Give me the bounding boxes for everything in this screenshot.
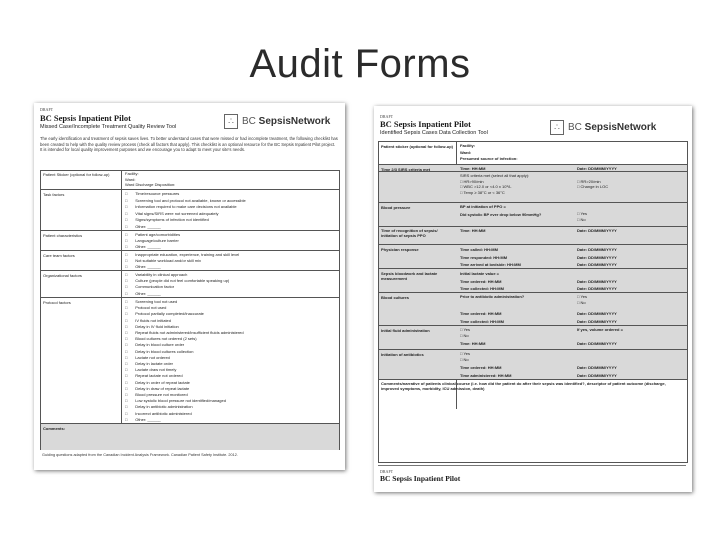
checkbox-item[interactable]: □ No (577, 300, 586, 305)
checkbox-item[interactable]: □ Variability in clinical approach (125, 272, 188, 277)
data-collection-table (378, 141, 688, 463)
fluid-time-field[interactable]: Time: HH:MM (460, 341, 486, 346)
time-collected-field[interactable]: Time collected: HH:MM (460, 318, 504, 324)
time-collected-field[interactable]: Time collected: HH:MM (460, 286, 504, 291)
checkbox-item[interactable]: □ Temp ≥ 38°C or < 36°C (460, 189, 505, 195)
checkbox-item[interactable]: □ Screening tool and protocol not available, known or accessible (125, 197, 246, 203)
checkbox-item[interactable]: □ Patient age/comorbidities (125, 232, 181, 237)
fluid-date-field[interactable]: Date: DD/MMM/YYYY (577, 341, 617, 346)
date-field[interactable]: Date: DD/MMM/YYYY (577, 262, 617, 267)
checkbox-item[interactable]: □ Protocol not used (125, 305, 167, 311)
slide-title: Audit Forms (249, 42, 471, 86)
date-field[interactable]: Date: DD/MMM/YYYY (577, 372, 617, 378)
checkbox-item[interactable]: □ Yes (577, 294, 587, 299)
antibiotics-row: Initiation of antibiotics □ Yes □ No Time ordered: HH:MM Time administered: HH:MM Date: DD/MMM/YYYY Date: DD/MMM/YYYY (379, 349, 687, 380)
bp-initiation-field[interactable]: BP at initiation of PPO = (460, 204, 506, 209)
checkbox-item[interactable]: □ Repeat fluids not administered/insufficient fluids administered (125, 330, 244, 336)
draft-label: DRAFT (40, 107, 54, 112)
checkbox-item[interactable]: □ Yes (460, 351, 470, 356)
sirs-criteria-row: Time 2/3 SIRS criteria met Time: HH:MM Date: DD/MMM/YYYY (379, 164, 687, 203)
checkbox-item[interactable]: □ Other: ______ (125, 244, 161, 250)
date-field[interactable]: Date: DD/MMM/YYYY (577, 278, 617, 284)
checkbox-item[interactable]: □ Other: ______ (125, 416, 161, 422)
checkbox-item[interactable]: □ Blood pressure not monitored (125, 392, 188, 398)
comments-row[interactable]: Comments: (41, 423, 339, 450)
checkbox-item[interactable]: □ Screening tool not used (125, 299, 178, 304)
volume-ordered-field[interactable]: If yes, volume ordered = (577, 327, 623, 332)
checkbox-item[interactable]: □ RR>20/min (577, 178, 601, 184)
checkbox-item[interactable]: □ Change in LOC (577, 184, 609, 190)
checkbox-item[interactable]: □ Delay in blood cultures collection (125, 348, 194, 354)
intro-paragraph: The early identification and treatment of sepsis saves lives. To better understand cases that were missed or had incomplete treatment, the following checklist has been created to help with the quality review process (check all factors that apply). This checklist is an optional resource for the BC Sepsis Inpatient Pilot project. It is intended for local quality improvement purposes and we encourage you to adapt to meet your site's needs. (40, 136, 338, 153)
time-ordered-field[interactable]: Time ordered: HH:MM (460, 278, 502, 284)
date-field[interactable]: Date: DD/MMM/YYYY (577, 365, 617, 370)
checkbox-item[interactable]: □ Other: ______ (125, 223, 161, 229)
checkbox-item[interactable]: □ Delay in blood culture order (125, 342, 185, 348)
bc-sepsis-network-logo: ∴ BC SepsisNetwork (550, 120, 656, 135)
sirs-checklist: SIRS criteria met (select all that apply): □ HR>90/min □ WBC >12.0 or <4.0 x 10⁹/L □ Temp ≥ 38°C or < 36°C (460, 173, 530, 195)
logo-mark-icon: ∴ (550, 120, 564, 135)
date-field[interactable]: Date: DD/MMM/YYYY (577, 286, 617, 291)
checkbox-item[interactable]: □ WBC >12.0 or <4.0 x 10⁹/L (460, 184, 512, 190)
checkbox-item[interactable]: □ Lactate draw not timely (125, 367, 177, 373)
checkbox-item[interactable]: □ Vital signs/SIRS were not screened adequately (125, 210, 219, 216)
sepsis-data-collection-form (374, 106, 692, 492)
checkbox-item[interactable]: □ Protocol partially completed/inaccurate (125, 311, 204, 317)
checkbox-item[interactable]: □ Other: ______ (125, 290, 161, 296)
time-arrived-field[interactable]: Time arrived at bedside: HH:MM (460, 262, 521, 267)
checkbox-item[interactable]: □ Delay in lactate order (125, 361, 173, 367)
patient-characteristics-row: Patient characteristics □ Patient age/comorbidities □ Language/culture barrier □ Other: ______ (41, 230, 339, 251)
physician-response-row: Physician response Time called: HH:MM Time responded: HH:MM Time arrived at bedside: HH:MM Date: DD/MMM/YYYY Date: DD/MMM/YYYY Date: DD/MMM/YYYY (379, 244, 687, 269)
date-field[interactable]: Date: DD/MMM/YYYY (577, 318, 617, 324)
checkbox-item[interactable]: □ Yes (460, 327, 470, 332)
checkbox-item[interactable]: □ Culture (people did not feel comfortable speaking up) (125, 278, 230, 284)
checkbox-item[interactable]: □ Signs/symptoms of infection not identified (125, 217, 209, 222)
checkbox-item[interactable]: □ Low systolic blood pressure not identified/managed (125, 398, 226, 404)
checkbox-item[interactable]: □ Delay in antibiotic administration (125, 404, 193, 410)
bc-sepsis-network-logo: ∴ BC SepsisNetwork (224, 114, 330, 129)
draft-label: DRAFT (380, 114, 394, 119)
time-called-field[interactable]: Time called: HH:MM (460, 247, 498, 252)
checkbox-item[interactable]: □ Delay in IV fluid initiation (125, 323, 179, 329)
review-checklist-table (40, 170, 340, 450)
time-administered-field[interactable]: Time administered: HH:MM (460, 372, 512, 378)
checkbox-item[interactable]: □ Inappropriate education, experience, training and skill level (125, 252, 240, 257)
time-ordered-field[interactable]: Time ordered: HH:MM (460, 311, 502, 316)
checkbox-item[interactable]: □ Lactate not ordered (125, 354, 170, 360)
checkbox-item[interactable]: □ No (577, 217, 586, 222)
blood-cultures-row: Blood cultures Prior to antibiotic administration? □ Yes □ No Time ordered: HH:MM Time collected: HH:MM Date: DD/MMM/YYYY Date: DD/MMM/YYYY (379, 292, 687, 326)
missed-case-review-form (34, 103, 345, 470)
task-factors-row: Task factors □ Time/resource pressures □ Screening tool and protocol not available, known or accessible □ Information required to make care decisions not available □ Vital signs/SIRS were not screened adequately □ Signs/symptoms of infection not identified □ Other: ______ (41, 189, 339, 231)
blood-pressure-row: Blood pressure BP at initiation of PPO = Did systolic BP ever drop below 90mmHg? □ Yes □ No (379, 202, 687, 227)
sirs-time-field[interactable]: Time: HH:MM (460, 166, 486, 171)
form-title: BC Sepsis Inpatient Pilot (380, 119, 471, 129)
checkbox-item[interactable]: □ Yes (577, 211, 587, 216)
recognition-time-field[interactable]: Time: HH:MM (460, 228, 486, 233)
organizational-factors-row: Organizational factors □ Variability in clinical approach □ Culture (people did not feel comfortable speaking up) □ Communication factor □ Other: ______ (41, 270, 339, 298)
footer-draft-label: DRAFT (380, 469, 394, 474)
date-field[interactable]: Date: DD/MMM/YYYY (577, 247, 617, 252)
checkbox-item[interactable]: □ Time/resource pressures (125, 191, 180, 196)
checkbox-item[interactable]: □ Language/culture barrier (125, 238, 179, 244)
checkbox-item[interactable]: □ No (460, 333, 469, 338)
form-title: BC Sepsis Inpatient Pilot (40, 113, 131, 123)
patient-sticker-row: Patient sticker (optional for follow-up) Facility: Ward: Presumed source of infection: (381, 143, 518, 161)
checkbox-item[interactable]: □ No (460, 357, 469, 362)
checkbox-item[interactable]: □ Not suitable workload and/or skill mix (125, 258, 202, 264)
checkbox-item[interactable]: □ Delay in order of repeat lactate (125, 379, 190, 385)
time-responded-field[interactable]: Time responded: HH:MM (460, 254, 508, 260)
care-team-factors-row: Care team factors □ Inappropriate education, experience, training and skill level □ Not suitable workload and/or skill mix □ Other: ______ (41, 250, 339, 271)
protocol-factors-row: Protocol factors □ Screening tool not used □ Protocol not used □ Protocol partially completed/inaccurate □ IV fluids not initiated □ Delay in IV fluid initiation □ Repeat fluids not administered/insufficient fluids administered □ Blood cultures not ordered (2 sets) □ Delay in blood culture order □ Delay in blood cultures collection □ Lactate not ordered □ Delay in lactate order □ Lactate draw not timely □ Repeat lactate not ordered □ Delay in order of repeat lactate □ Delay in draw of repeat lactate □ Blood pressure not monitored □ Low systolic blood pressure not identified/managed □ Delay in antibiotic administration □ Incorrect antibiotic administered □ Other: ______ (41, 297, 339, 424)
checkbox-item[interactable]: □ Information required to make care decisions not available (125, 204, 237, 209)
checkbox-item[interactable]: □ Blood cultures not ordered (2 sets) (125, 336, 197, 342)
checkbox-item[interactable]: □ IV fluids not initiated (125, 317, 172, 323)
time-ordered-field[interactable]: Time ordered: HH:MM (460, 365, 502, 370)
comments-row[interactable]: Comments/narrative of patients clinical course (i.e. how did the patient do after their sepsis was identified?, descriptor of patient outcome (discharge, improved symptoms, morbidity, ICU admission, death) (379, 379, 687, 463)
lactate-row: Sepsis bloodwork and lactate measurement Initial lactate value = Time ordered: HH:MM Time collected: HH:MM Date: DD/MMM/YYYY Date: DD/MMM/YYYY (379, 268, 687, 293)
date-field[interactable]: Date: DD/MMM/YYYY (577, 311, 617, 316)
sirs-date-field[interactable]: Date: DD/MMM/YYYY (577, 166, 617, 171)
lactate-value-field[interactable]: Initial lactate value = (460, 271, 500, 276)
checkbox-item[interactable]: □ Delay in draw of repeat lactate (125, 385, 190, 391)
footnote: Guiding questions adapted from the Canadian Incident Analysis Framework. Canadian Patient Safety Institute. 2012. (42, 453, 238, 457)
checkbox-item[interactable]: □ HR>90/min (460, 178, 484, 184)
task-factors-items (125, 191, 246, 230)
patient-sticker-row: Patient Sticker (optional for follow-up) Facility: Ward: Ward Discharge Disposition: (43, 171, 176, 187)
checkbox-item[interactable]: □ Incorrect antibiotic administered (125, 410, 192, 416)
checkbox-item[interactable]: □ Repeat lactate not ordered (125, 373, 183, 379)
form-subtitle: Missed Case/Incomplete Treatment Quality Review Tool (40, 124, 177, 130)
recognition-time-row: Time of recognition of sepsis/ initiation of sepsis PPO Time: HH:MM Date: DD/MMM/YYYY (379, 226, 687, 245)
footer-title: BC Sepsis Inpatient Pilot (380, 474, 461, 483)
fluid-administration-row: Initial fluid administration □ Yes □ No If yes, volume ordered = Time: HH:MM Date: DD/MMM/YYYY (379, 325, 687, 350)
recognition-date-field[interactable]: Date: DD/MMM/YYYY (577, 228, 617, 233)
checkbox-item[interactable]: □ Other: ______ (125, 264, 161, 270)
logo-mark-icon: ∴ (224, 114, 238, 129)
date-field[interactable]: Date: DD/MMM/YYYY (577, 254, 617, 260)
checkbox-item[interactable]: □ Communication factor (125, 284, 175, 290)
form-subtitle: Identified Sepsis Cases Data Collection Tool (380, 130, 488, 136)
